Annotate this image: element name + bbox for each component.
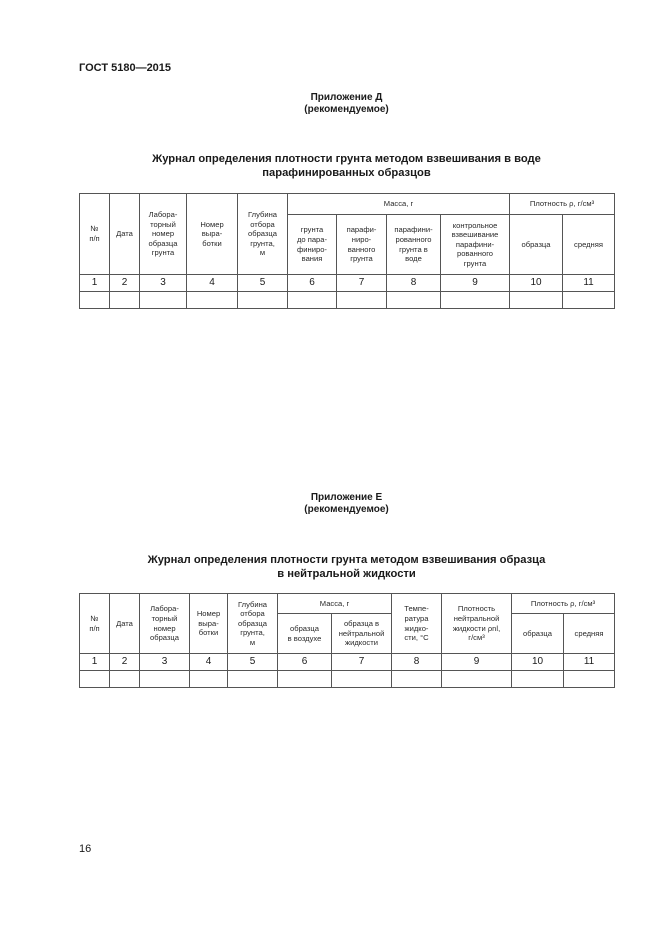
header-cell-pit-number: Номер выра- ботки: [187, 194, 238, 275]
column-number: 6: [278, 654, 332, 671]
header-cell-depth: Глубина отбора образца грунта, м: [228, 594, 278, 654]
column-number: 8: [387, 275, 441, 292]
column-number: 9: [442, 654, 512, 671]
appendix-d-heading: [79, 92, 614, 116]
header-cell-mass-in-liquid: образца в нейтральной жидкости: [332, 614, 392, 654]
column-number: 1: [80, 654, 110, 671]
column-number: 3: [140, 654, 190, 671]
journal-title-line: Журнал определения плотности грунта методом взвешивания образца: [147, 554, 546, 566]
column-number: 6: [288, 275, 337, 292]
journal-table-d: [79, 193, 615, 309]
column-number: 5: [238, 275, 288, 292]
header-cell-mass-in-water: парафини- рованного грунта в воде: [387, 215, 441, 275]
column-number: 10: [510, 275, 563, 292]
journal-table-e: [79, 593, 615, 688]
header-cell-mass-in-air: образца в воздухе: [278, 614, 332, 654]
empty-data-row: [80, 292, 615, 309]
header-cell-density-average: средняя: [564, 614, 615, 654]
column-number: 3: [140, 275, 187, 292]
appendix-d-subtitle: (рекомендуемое): [304, 104, 389, 115]
page-number: 16: [79, 843, 92, 855]
appendix-e-heading: [79, 492, 614, 516]
header-cell-date: Дата: [110, 594, 140, 654]
column-numbers-row: [80, 654, 615, 671]
column-numbers-row: [80, 275, 615, 292]
column-number: 7: [337, 275, 387, 292]
document-code: ГОСТ 5180—2015: [79, 62, 172, 74]
header-cell-temperature: Темпе- ратура жидко- сти, °С: [392, 594, 442, 654]
column-number: 7: [332, 654, 392, 671]
empty-data-row: [80, 671, 615, 688]
column-number: 1: [80, 275, 110, 292]
header-group-density: Плотность ρ, г/см³: [512, 594, 615, 614]
appendix-d-journal-title: [79, 152, 614, 180]
header-cell-no: № п/п: [80, 594, 110, 654]
header-cell-mass-control: контрольное взвешивание парафини- рованного грунта: [441, 215, 510, 275]
column-number: 10: [512, 654, 564, 671]
header-cell-lab-number: Лабора- торный номер образца: [140, 594, 190, 654]
column-number: 2: [110, 275, 140, 292]
column-number: 9: [441, 275, 510, 292]
column-number: 4: [187, 275, 238, 292]
appendix-e-title: Приложение Е: [310, 492, 383, 503]
header-group-mass: Масса, г: [288, 194, 510, 215]
column-number: 2: [110, 654, 140, 671]
column-number: 8: [392, 654, 442, 671]
header-cell-depth: Глубина отбора образца грунта, м: [238, 194, 288, 275]
header-cell-lab-number: Лабора- торный номер образца грунта: [140, 194, 187, 275]
journal-title-line: Журнал определения плотности грунта методом взвешивания в воде: [152, 153, 541, 165]
header-cell-date: Дата: [110, 194, 140, 275]
header-cell-mass-paraffined: парафи- ниро- ванного грунта: [337, 215, 387, 275]
column-number: 11: [563, 275, 615, 292]
appendix-e-subtitle: (рекомендуемое): [304, 504, 389, 515]
column-number: 5: [228, 654, 278, 671]
header-group-mass: Масса, г: [278, 594, 392, 614]
header-cell-density-sample: образца: [510, 215, 563, 275]
header-cell-density-sample: образца: [512, 614, 564, 654]
appendix-e-journal-title: [79, 553, 614, 581]
column-number: 4: [190, 654, 228, 671]
appendix-d-title: Приложение Д: [310, 92, 383, 103]
header-cell-pit-number: Номер выра- ботки: [190, 594, 228, 654]
journal-title-line: в нейтральной жидкости: [277, 568, 416, 580]
header-cell-density-average: средняя: [563, 215, 615, 275]
header-cell-no: № п/п: [80, 194, 110, 275]
header-cell-liquid-density: Плотность нейтральной жидкости ρnl, г/см³: [442, 594, 512, 654]
header-group-density: Плотность ρ, г/см³: [510, 194, 615, 215]
header-cell-mass-soil: грунта до пара- финиро- вания: [288, 215, 337, 275]
journal-title-line: парафинированных образцов: [262, 167, 431, 179]
column-number: 11: [564, 654, 615, 671]
